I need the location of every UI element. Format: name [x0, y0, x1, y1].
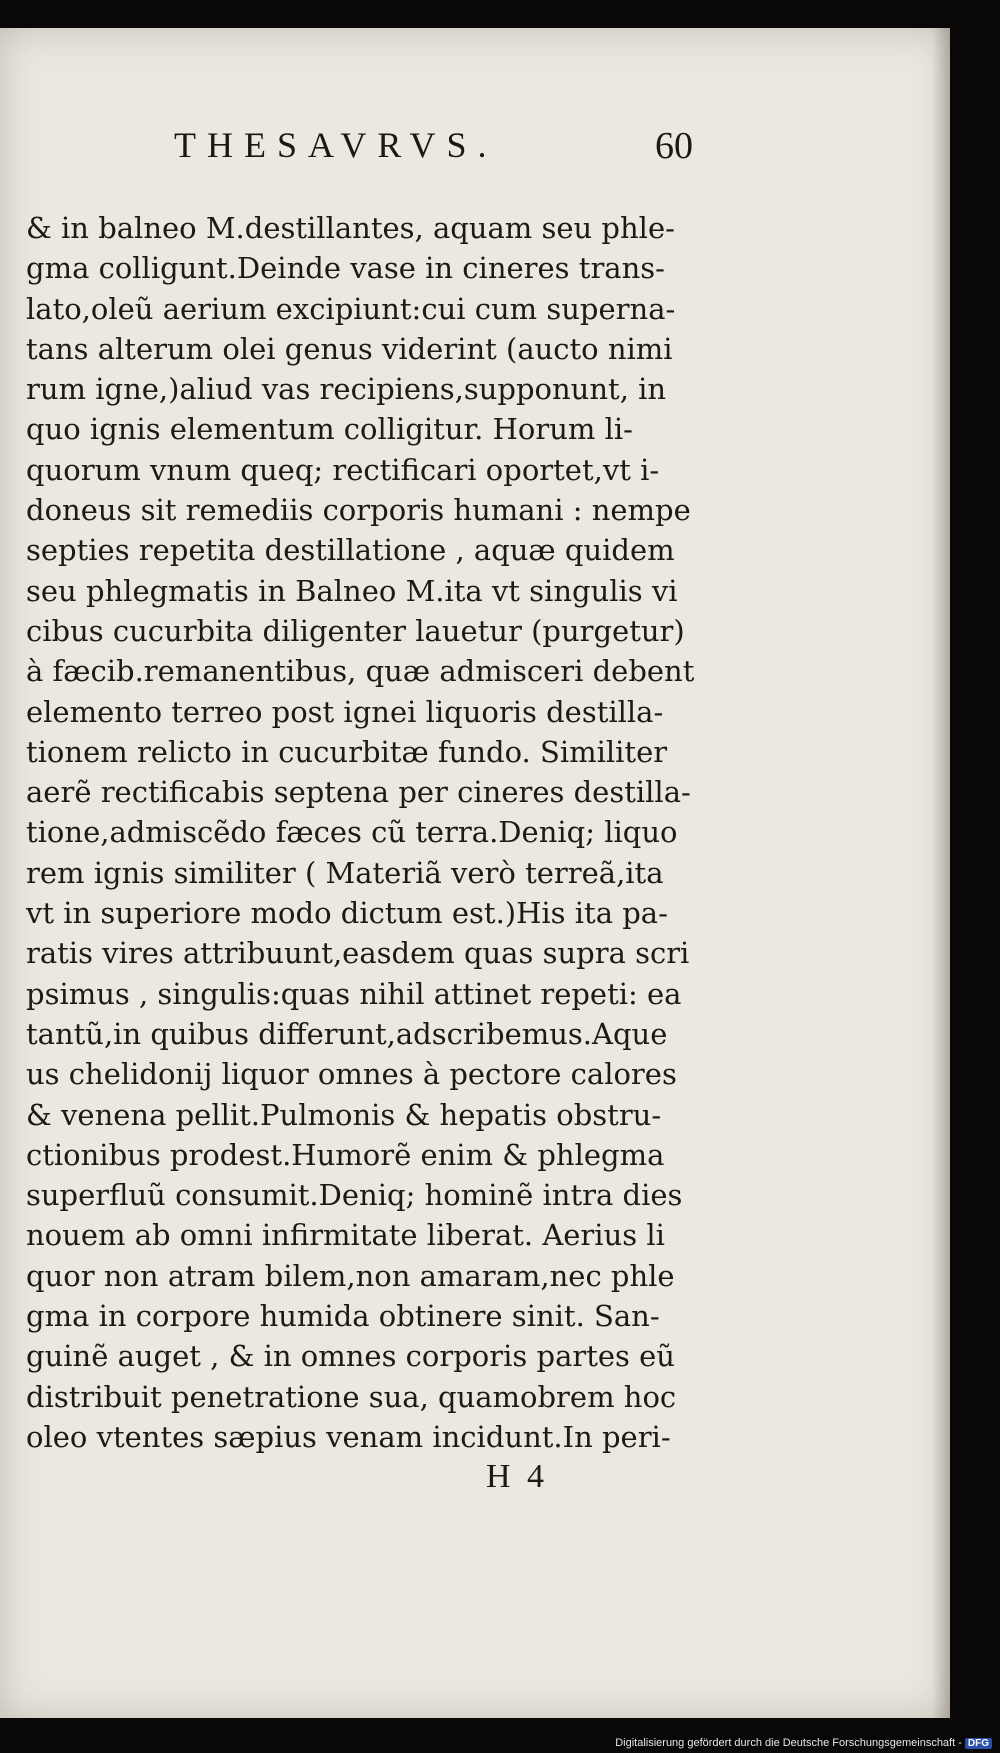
signature-mark: H 4: [486, 1458, 549, 1495]
text-line: oleo vtentes sæpius venam incidunt.In peri-: [26, 1419, 671, 1454]
page-edge-shadow: [932, 28, 950, 1718]
text-line: ctionibus prodest.Humorẽ enim & phlegma: [26, 1137, 665, 1172]
text-line: rem ignis similiter ( Materiã verò terreã,ita: [26, 855, 664, 890]
text-line: gma in corpore humida obtinere sinit. San-: [26, 1299, 660, 1334]
text-line: aerẽ rectificabis septena per cineres destilla-: [26, 775, 691, 810]
page-number: 60: [655, 125, 693, 167]
text-line: doneus sit remediis corporis humani : nempe: [26, 493, 691, 528]
text-line: gma colligunt.Deinde vase in cineres trans-: [26, 251, 665, 286]
text-line: lato,oleũ aerium excipiunt:cui cum superna-: [26, 291, 676, 326]
text-line: & venena pellit.Pulmonis & hepatis obstru-: [26, 1097, 662, 1132]
digitization-credit: [615, 1737, 992, 1749]
book-page: [0, 28, 950, 1718]
running-head: [0, 124, 950, 174]
text-line: quor non atram bilem,non amaram,nec phle: [26, 1258, 675, 1293]
text-line: septies repetita destillatione , aquæ quidem: [26, 533, 675, 568]
text-line: quo ignis elementum colligitur. Horum li-: [26, 412, 633, 447]
text-line: tionem relicto in cucurbitæ fundo. Similiter: [26, 734, 668, 769]
text-line: quorum vnum queq; rectificari oportet,vt i-: [26, 452, 660, 487]
text-line: seu phlegmatis in Balneo M.ita vt singulis vi: [26, 573, 678, 608]
body-text: [26, 208, 706, 1457]
text-line: cibus cucurbita diligenter lauetur (purgetur): [26, 613, 685, 648]
text-line: nouem ab omni infirmitate liberat. Aerius li: [26, 1218, 665, 1253]
text-line: tantũ,in quibus differunt,adscribemus.Aque: [26, 1016, 668, 1051]
credit-text: Digitalisierung gefördert durch die Deutsche Forschungsgemeinschaft -: [615, 1737, 962, 1749]
text-line: rum igne,)aliud vas recipiens,supponunt, in: [26, 372, 667, 407]
text-line: superfluũ consumit.Deniq; hominẽ intra dies: [26, 1178, 683, 1213]
text-line: us chelidonij liquor omnes à pectore calores: [26, 1057, 677, 1092]
text-line: & in balneo M.destillantes, aquam seu phle-: [26, 211, 675, 245]
text-line: tans alterum olei genus viderint (aucto nimi: [26, 331, 673, 366]
text-line: elemento terreo post ignei liquoris destilla-: [26, 694, 664, 729]
text-line: à fæcib.remanentibus, quæ admisceri debent: [26, 654, 695, 689]
text-line: guinẽ auget , & in omnes corporis partes eũ: [26, 1339, 675, 1374]
text-line: psimus , singulis:quas nihil attinet repeti: ea: [26, 976, 682, 1011]
running-head-title: THESAVRVS.: [174, 125, 498, 165]
dfg-logo-badge: DFG: [965, 1738, 992, 1749]
text-line: distribuit penetratione sua, quamobrem hoc: [26, 1379, 677, 1414]
text-line: tione,admiscẽdo fæces cũ terra.Deniq; liquo: [26, 815, 678, 850]
text-line: vt in superiore modo dictum est.)His ita pa-: [26, 896, 668, 931]
text-line: ratis vires attribuunt,easdem quas supra scri: [26, 936, 690, 971]
